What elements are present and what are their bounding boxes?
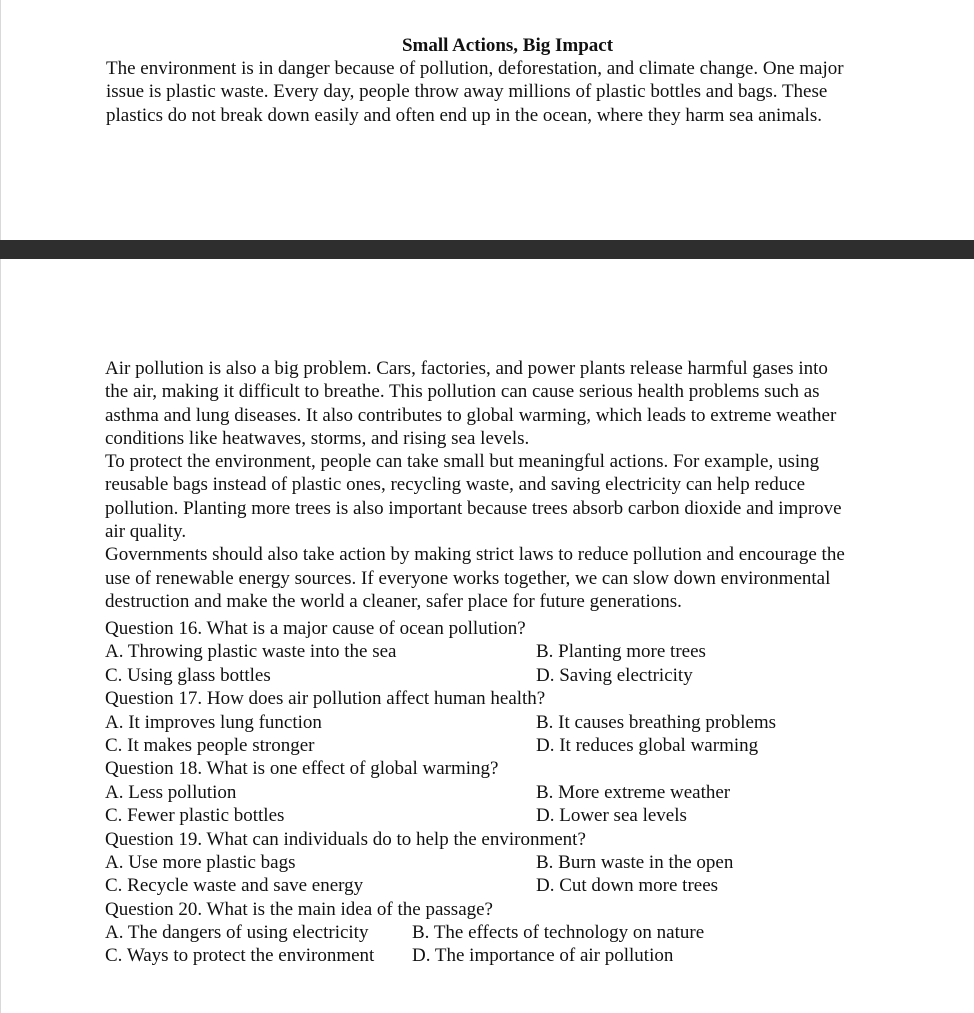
q18-option-c[interactable]: C. Fewer plastic bottles — [105, 805, 285, 827]
q20-option-b[interactable]: B. The effects of technology on nature — [412, 922, 705, 944]
q16-option-c[interactable]: C. Using glass bottles — [105, 664, 271, 686]
page-divider — [0, 240, 974, 259]
question-19-prompt: Question 19. What can individuals do to help the environment? — [105, 828, 586, 850]
passage-line: pollution. Planting more trees is also important because trees absorb carbon dioxide and improve — [105, 497, 842, 519]
passage-line: The environment is in danger because of pollution, deforestation, and climate change. One major — [106, 58, 844, 79]
passage-line: conditions like heatwaves, storms, and rising sea levels. — [105, 427, 530, 449]
q16-option-b[interactable]: B. Planting more trees — [536, 641, 706, 663]
questions-section — [105, 617, 935, 968]
passage-line: Air pollution is also a big problem. Cars, factories, and power plants release harmful gases into — [105, 358, 828, 379]
question-16-prompt: Question 16. What is a major cause of ocean pollution? — [105, 618, 526, 639]
q17-option-d[interactable]: D. It reduces global warming — [536, 734, 759, 756]
passage-intro — [106, 57, 926, 127]
passage-line: the air, making it difficult to breathe. This pollution can cause serious health problems such as — [105, 381, 820, 403]
q20-option-d[interactable]: D. The importance of air pollution — [412, 945, 674, 967]
q18-option-b[interactable]: B. More extreme weather — [536, 781, 731, 803]
q17-option-c[interactable]: C. It makes people stronger — [105, 734, 315, 756]
q17-option-b[interactable]: B. It causes breathing problems — [536, 711, 777, 733]
passage-line: issue is plastic waste. Every day, people throw away millions of plastic bottles and bags. These — [106, 81, 828, 103]
passage-body — [105, 357, 925, 613]
passage-line: asthma and lung diseases. It also contributes to global warming, which leads to extreme weather — [105, 404, 837, 426]
passage-line: Governments should also take action by making strict laws to reduce pollution and encourage the — [105, 544, 845, 566]
q18-option-d[interactable]: D. Lower sea levels — [536, 805, 687, 827]
q20-option-a[interactable]: A. The dangers of using electricity — [105, 922, 369, 944]
q19-option-a[interactable]: A. Use more plastic bags — [105, 851, 296, 873]
q19-option-b[interactable]: B. Burn waste in the open — [536, 851, 734, 873]
q16-option-d[interactable]: D. Saving electricity — [536, 664, 693, 686]
q16-option-a[interactable]: A. Throwing plastic waste into the sea — [105, 641, 397, 663]
passage-line: use of renewable energy sources. If everyone works together, we can slow down environmental — [105, 567, 831, 589]
passage-line: To protect the environment, people can take small but meaningful actions. For example, using — [105, 451, 820, 473]
q19-option-d[interactable]: D. Cut down more trees — [536, 875, 719, 897]
passage-line: plastics do not break down easily and often end up in the ocean, where they harm sea animals. — [106, 104, 822, 126]
passage-title: Small Actions, Big Impact — [401, 35, 614, 56]
q20-option-c[interactable]: C. Ways to protect the environment — [105, 945, 375, 967]
q17-option-a[interactable]: A. It improves lung function — [105, 711, 322, 733]
question-17-prompt: Question 17. How does air pollution affect human health? — [105, 688, 546, 710]
q18-option-a[interactable]: A. Less pollution — [105, 781, 237, 803]
q19-option-c[interactable]: C. Recycle waste and save energy — [105, 875, 364, 897]
page-top-section — [0, 0, 974, 240]
passage-line: destruction and make the world a cleaner, safer place for future generations. — [105, 590, 682, 612]
question-20-prompt: Question 20. What is the main idea of the passage? — [105, 898, 493, 920]
passage-line: air quality. — [105, 521, 187, 543]
question-18-prompt: Question 18. What is one effect of global warming? — [105, 758, 499, 780]
passage-line: reusable bags instead of plastic ones, recycling waste, and saving electricity can help reduce — [105, 474, 806, 496]
